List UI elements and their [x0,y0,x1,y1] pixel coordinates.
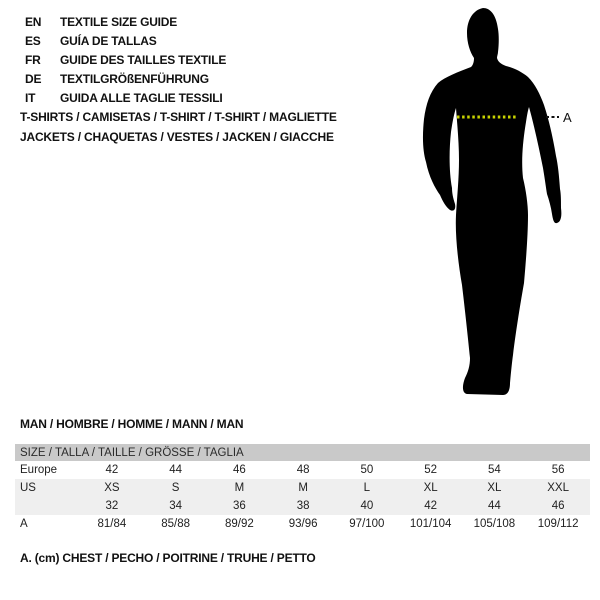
table-row-chest-a [15,515,590,533]
cell: 109/112 [537,518,579,530]
cell: 50 [360,464,374,476]
language-row-fr [25,51,226,70]
language-row-it [25,88,226,107]
size-table-header: SIZE / TALLA / TAILLE / GRÖSSE / TAGLIA [15,444,590,461]
garment-categories [20,107,337,147]
row-label: US [15,479,80,497]
cell: 89/92 [224,518,254,530]
language-code: DE [25,71,42,86]
language-code: IT [25,90,36,105]
language-title: GUÍA DE TALLAS [60,34,157,49]
cell: 54 [487,464,501,476]
man-silhouette-figure [410,0,600,400]
cell: 44 [169,464,183,476]
cell: 42 [399,497,463,515]
table-row-us-numbers [15,497,590,515]
cell: M [271,479,335,497]
cell: 105/108 [473,518,516,530]
cell: 44 [463,497,527,515]
cell: XXL [526,479,590,497]
language-title: TEXTILE SIZE GUIDE [60,15,178,30]
measurement-footnote: A. (cm) CHEST / PECHO / POITRINE / TRUHE / PETTO [20,551,316,565]
language-title: GUIDE DES TAILLES TEXTILE [60,52,227,67]
cell: 97/100 [349,518,385,530]
row-label [15,497,80,515]
language-code: EN [25,15,42,30]
cell: 36 [208,497,272,515]
man-silhouette [423,8,561,395]
language-row-de [25,69,226,88]
cell: 85/88 [161,518,191,530]
category-line-jackets: JACKETS / CHAQUETAS / VESTES / JACKEN / GIACCHE [20,130,334,144]
language-title: GUIDA ALLE TAGLIE TESSILI [60,90,223,105]
cell: 48 [296,464,310,476]
cell: XS [80,479,144,497]
section-title-man: MAN / HOMBRE / HOMME / MANN / MAN [20,417,244,431]
cell: 42 [105,464,119,476]
cell: 56 [551,464,565,476]
cell: XL [399,479,463,497]
cell: 40 [335,497,399,515]
size-table [15,444,590,533]
row-label: Europe [20,464,58,476]
language-code: ES [25,34,41,49]
cell: 46 [232,464,246,476]
cell: 81/84 [97,518,127,530]
row-label: A [20,518,28,530]
cell: 32 [80,497,144,515]
language-list [25,13,226,107]
language-row-en [25,13,226,32]
cell: 38 [271,497,335,515]
cell: 101/104 [409,518,452,530]
cell: M [208,479,272,497]
table-row-us-letters [15,479,590,497]
size-table-header-row [15,444,590,461]
cell: 46 [526,497,590,515]
cell: 93/96 [288,518,318,530]
cell: 34 [144,497,208,515]
cell: L [335,479,399,497]
language-row-es [25,32,226,51]
cell: 52 [424,464,438,476]
category-line-tshirts: T-SHIRTS / CAMISETAS / T-SHIRT / T-SHIRT / MAGLIETTE [20,110,337,124]
table-row-europe [15,461,590,479]
cell: XL [463,479,527,497]
language-title: TEXTILGRÖßENFÜHRUNG [60,71,209,86]
language-code: FR [25,52,41,67]
cell: S [144,479,208,497]
measure-label-a: A [563,110,572,125]
